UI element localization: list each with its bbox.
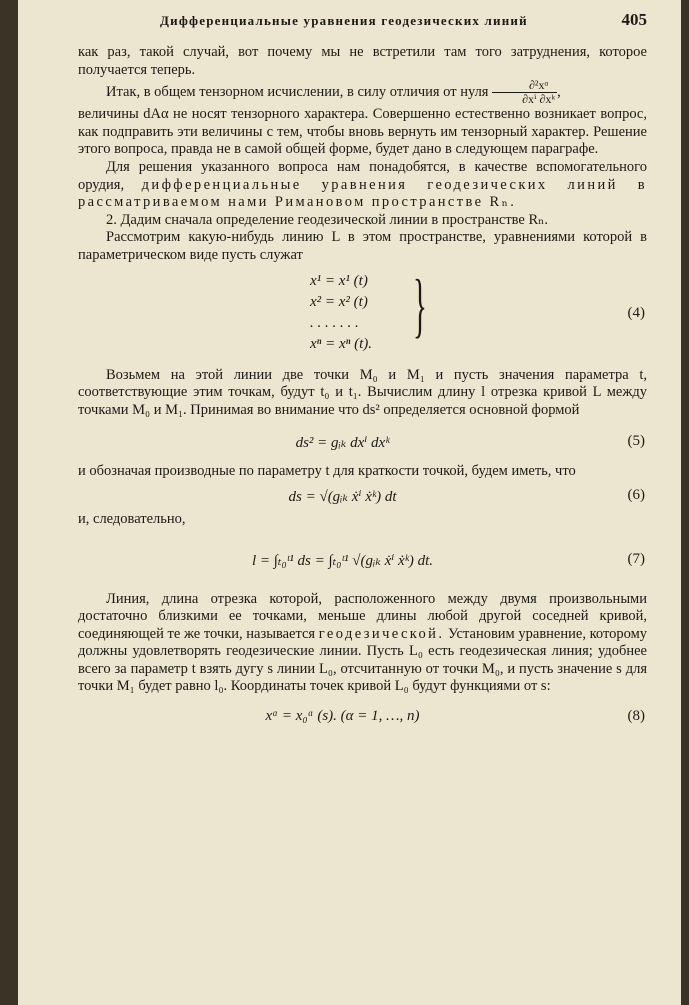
equation-4-line: . . . . . . . [310, 314, 359, 331]
paragraph-8: и, следовательно, [78, 510, 186, 527]
equation-4-number: (4) [627, 304, 645, 321]
header-title: Дифференциальные уравнения геодезических линий [160, 13, 528, 28]
equation-6-body: ds = √(gᵢₖ ẋⁱ ẋᵏ) dt [288, 488, 397, 505]
paragraph-3 [78, 159, 647, 212]
running-header [78, 10, 647, 30]
paragraph-9-lead: Линия, длина отрезка которой, расположенного между двумя произвольными достаточно близкими ее точками, меньше длины любой другой соседней кривой, соединяющей те же точки, называется [78, 590, 647, 642]
equation-4-lines [310, 271, 372, 355]
paragraph-6: Возьмем на этой линии две точки M₀ и M₁ и пусть значения параметра t, соответствующие этим точкам, будут t₀ и t₁. Вычислим длину l отрезка кривой L между точками M₀ и M₁. Принимая во внимание что ds² определяется основной формой [78, 366, 647, 418]
equation-7-number: (7) [627, 550, 645, 567]
paragraph-3-spaced: дифференциальные уравнения геодезических линий в рассматриваемом нами Римановом пространстве Rₙ. [78, 176, 648, 211]
equation-4 [78, 265, 647, 367]
fraction-denominator: ∂xⁱ ∂xᵏ [522, 92, 556, 107]
equation-6-number: (6) [627, 486, 645, 503]
equation-8-number: (8) [627, 708, 645, 725]
equation-5 [78, 419, 647, 463]
book-page [18, 0, 681, 1005]
paragraph-5: Рассмотрим какую-нибудь линию L в этом пространстве, уравнениями которой в параметрическом виде пусть служат [78, 229, 647, 263]
equation-6 [78, 481, 647, 511]
fraction-numerator: ∂²xᵅ [492, 79, 557, 93]
equation-5-body: ds² = gᵢₖ dxⁱ dxᵏ [295, 435, 390, 452]
equation-7 [78, 529, 647, 591]
paragraph-9 [78, 591, 647, 697]
paragraph-2-body: величины dAα не носят тензорного характера. Совершенно естественно возникает вопрос, как подправить эти величины с тем, чтобы вновь вернуть им тензорный характер. Решение этого вопроса, правда не в самой общей форме, будет дано в следующем параграфе. [78, 106, 647, 158]
term-geodesic: геодезической. [318, 625, 445, 642]
equation-8-body: xᵅ = x₀ᵅ (s). (α = 1, …, n) [265, 708, 420, 725]
right-brace: } [413, 264, 427, 345]
paragraph-3-lead: Для решения указанного вопроса нам понадобятся, в качестве вспомогательного орудия, [78, 158, 647, 193]
paragraph-2-lead: Итак, в общем тензорном исчислении, в силу отличия от нуля [106, 84, 489, 101]
second-derivative-fraction [492, 79, 557, 106]
equation-7-body: l = ∫ₜ₀ᵗ¹ ds = ∫ₜ₀ᵗ¹ √(gᵢₖ ẋⁱ ẋᵏ) dt. [251, 552, 434, 569]
paragraph-9-rest: Установим уравнение, которому должны удовлетворять геодезические линии. Пусть L₀ есть геодезическая линия; удобнее всего за параметр t взять дугу s линии L₀, отсчитанную от точки M₀, и пусть значение s для точки M₁ будет равно l₀. Координаты точек кривой L₀ будут функциями от s: [78, 625, 648, 695]
equation-8 [78, 696, 647, 736]
equation-5-number: (5) [627, 433, 645, 450]
page-number: 405 [621, 10, 647, 29]
paragraph-1: как раз, такой случай, вот почему мы не встретили там того затруднения, которое получается теперь. [78, 44, 647, 78]
equation-4-line: x¹ = x¹ (t) [310, 272, 368, 289]
equation-4-line: xⁿ = xⁿ (t). [310, 335, 373, 352]
paragraph-2: Итак, в общем тензорном исчислении, в силу отличия от нуля $\frac{\text{∂²xᵅ}}{\text{∂xⁱ ∂xᵏ}}$ , [106, 78, 561, 107]
paragraph-4: 2. Дадим сначала определение геодезической линии в пространстве Rₙ. [106, 211, 549, 228]
paragraph-7: и обозначая производные по параметру t для краткости точкой, будем иметь, что [78, 463, 576, 480]
equation-4-line: x² = x² (t) [310, 293, 368, 310]
